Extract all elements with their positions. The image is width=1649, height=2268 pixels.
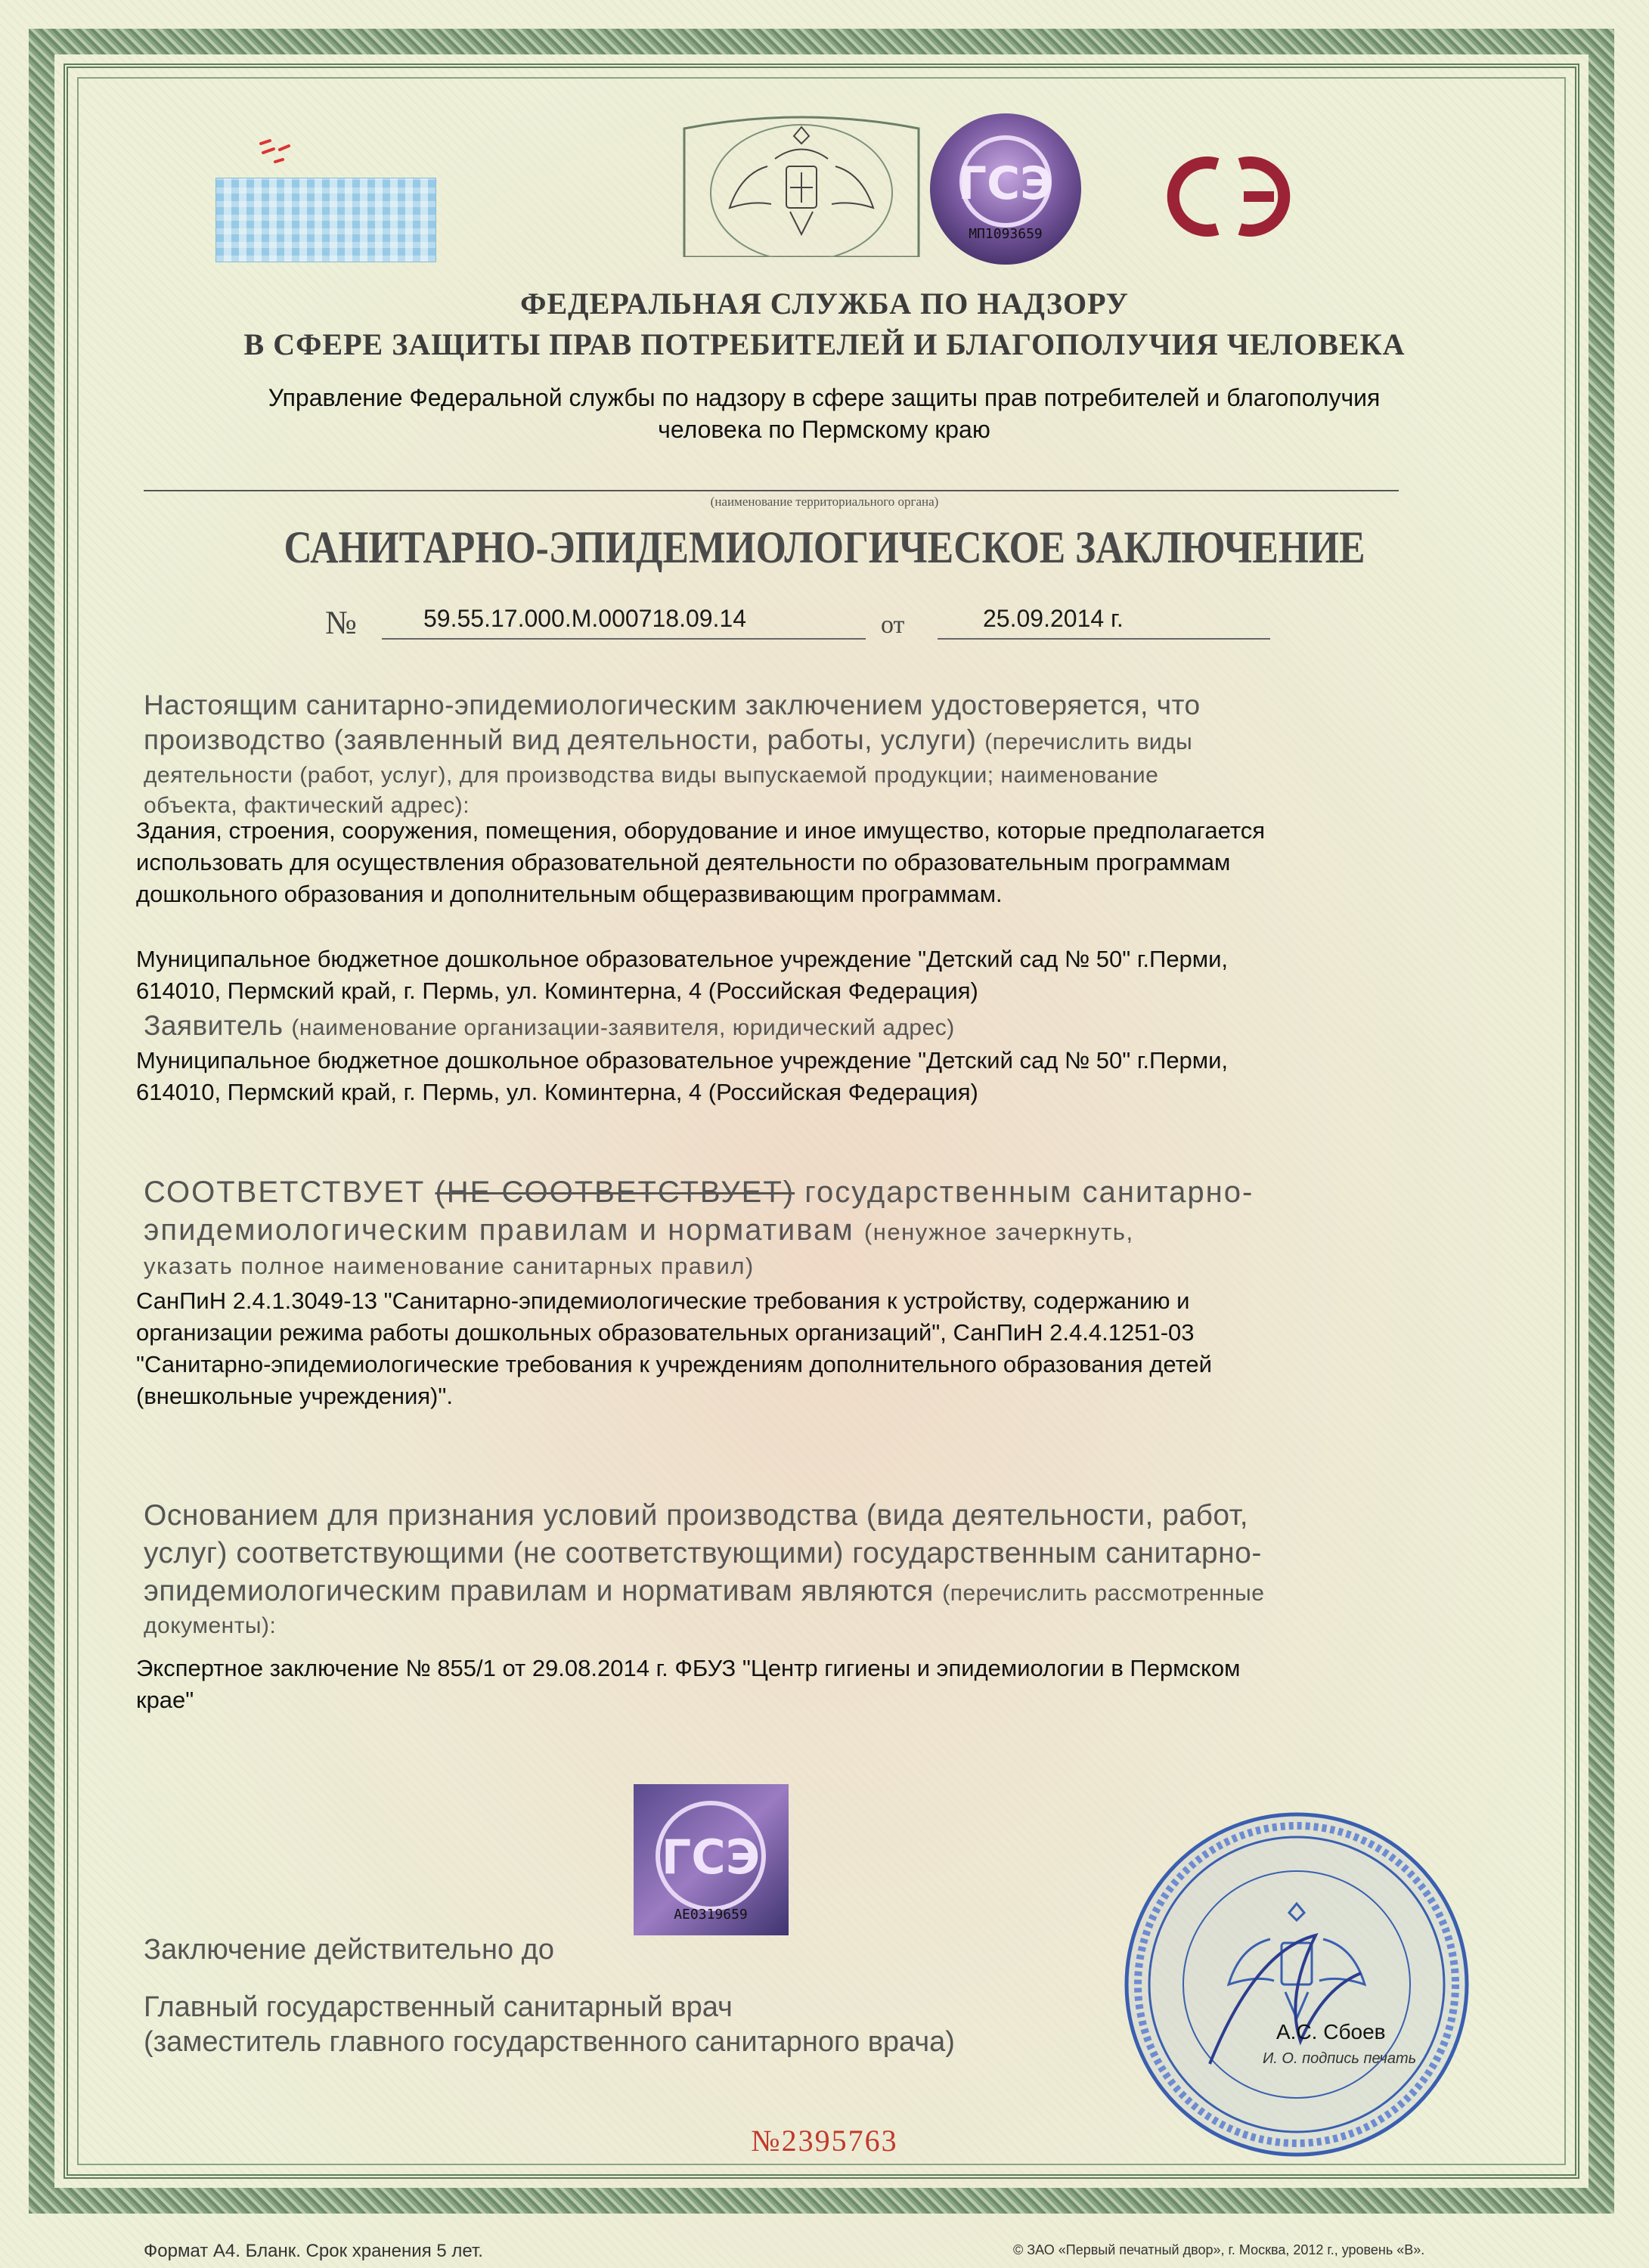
basis-documents: Экспертное заключение № 855/1 от 29.08.2014 г. ФБУЗ "Центр гигиены и эпидемиологии в Пермском крае" [136, 1655, 1241, 1713]
footer-printer: © ЗАО «Первый печатный двор», г. Москва, 2012 г., уровень «В». [1013, 2242, 1425, 2257]
production-value: Здания, строения, сооружения, помещения, оборудование и иное имущество, которые предполагается использовать для осуществления образовательной деятельности по образовательным программам дошкольного образования и дополнительным общеразвивающим программам. [136, 817, 1265, 907]
department-caption: (наименование территориального органа) [710, 494, 939, 509]
hologram-strip [215, 178, 436, 262]
basis-statement: Основанием для признания условий производства (вида деятельности, работ, услуг) соответствующими (не соответствующими) государственным санитарно- эпидемиологическим правилам и нормативам являются (перечислить рассмотренные документы): [144, 1499, 1265, 1638]
chief-doctor-line2: (заместитель главного государственного санитарного врача) [144, 2026, 955, 2058]
number-label: № [325, 604, 357, 641]
hologram-seal-icon [926, 110, 1085, 268]
red-marks [257, 136, 302, 170]
date-label: от [881, 611, 905, 639]
number-rule [382, 638, 866, 640]
valid-until-label: Заключение действительно до [144, 1934, 554, 1966]
department-rule [144, 490, 1399, 491]
document-date: 25.09.2014 г. [983, 605, 1124, 632]
compliance-statement: СООТВЕТСТВУЕТ (НЕ СООТВЕТСТВУЕТ) государственным санитарно- эпидемиологическим правилам и нормативам (ненужное зачеркнуть, указать полное наименование санитарных правил) [144, 1176, 1254, 1279]
document-number: 59.55.17.000.М.000718.09.14 [423, 605, 747, 632]
signer-caption: И. О. подпись печать [1263, 2050, 1417, 2067]
applicant-label: Заявитель (наименование организации-заявителя, юридический адрес) [144, 1010, 955, 1041]
serial-number: №2395763 [751, 2124, 898, 2158]
se-logo [1161, 147, 1304, 246]
official-stamp [1119, 1807, 1474, 2162]
compliance-rules: СанПиН 2.4.1.3049-13 "Санитарно-эпидемиологические требования к устройству, содержанию и организации режима работы дошкольных образовательных организаций", СанПиН 2.4.4.1251-03 "Санитарно-эпидемиологические требования к учреждениям дополнительного образования детей (внешкольные учреждения)". [136, 1287, 1212, 1409]
svg-text:ГСЭ: ГСЭ [661, 1830, 761, 1885]
agency-title-line1: ФЕДЕРАЛЬНАЯ СЛУЖБА ПО НАДЗОРУ [520, 287, 1129, 321]
coat-of-arms-emblem [677, 113, 926, 257]
applicant-organization: Муниципальное бюджетное дошкольное образовательное учреждение "Детский сад № 50" г.Перми, 614010, Пермский край, г. Пермь, ул. Коминтерна, 4 (Российская Федерация) [136, 1047, 1229, 1105]
hologram-code: АЕ0319659 [674, 1907, 748, 1923]
footer-format: Формат А4. Бланк. Срок хранения 5 лет. [144, 2241, 483, 2261]
production-organization: Муниципальное бюджетное дошкольное образовательное учреждение "Детский сад № 50" г.Перми, 614010, Пермский край, г. Пермь, ул. Коминтерна, 4 (Российская Федерация) [136, 946, 1229, 1004]
hologram-sticker-icon [634, 1784, 789, 1935]
agency-title-line2: В СФЕРЕ ЗАЩИТЫ ПРАВ ПОТРЕБИТЕЛЕЙ И БЛАГОПОЛУЧИЯ ЧЕЛОВЕКА [243, 327, 1406, 361]
svg-text:СЭ: СЭ [1232, 244, 1233, 245]
signer-name: А.С. Сбоев [1276, 2020, 1386, 2043]
chief-doctor-line1: Главный государственный санитарный врач [144, 1991, 733, 2023]
hologram-top-code: МП1093659 [969, 226, 1043, 242]
production-intro: Настоящим санитарно-эпидемиологическим заключением удостоверяется, что производство (заявленный вид деятельности, работы, услуги) (перечислить виды деятельности (работ, услуг), для производства виды выпускаемой продукции; наименование объекта, фактический адрес): [144, 689, 1201, 818]
svg-text:ГСЭ: ГСЭ [957, 157, 1054, 210]
department-name: Управление Федеральной службы по надзору в сфере защиты прав потребителей и благополучия человека по Пермскому краю [268, 384, 1381, 443]
document-title: САНИТАРНО-ЭПИДЕМИОЛОГИЧЕСКОЕ ЗАКЛЮЧЕНИЕ [284, 522, 1365, 572]
date-rule [938, 638, 1270, 640]
